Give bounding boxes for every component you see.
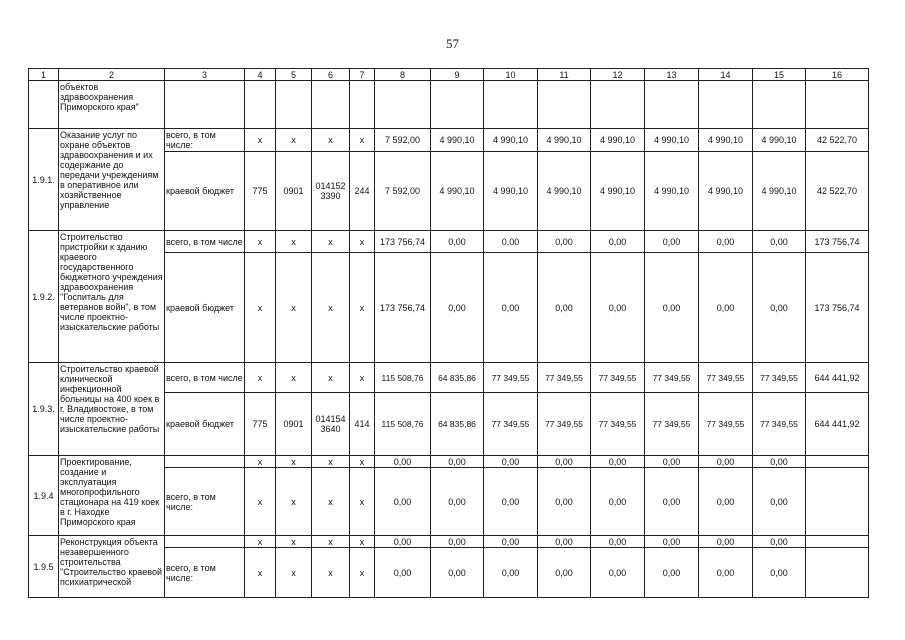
row-label <box>165 536 245 548</box>
expense-code: х <box>350 468 375 536</box>
value-cell: 0,00 <box>699 253 753 363</box>
row-label: всего, в том числе: <box>165 468 245 536</box>
item-name: Оказание услуг по охране объектов здравоохранения и их содержание до передачи учреждениям в оперативное или хозяйственное управление <box>59 129 165 231</box>
target-code: х <box>312 231 350 253</box>
target-code: х <box>312 129 350 152</box>
header-cell: 15 <box>753 69 806 81</box>
value-cell: 0,00 <box>591 253 645 363</box>
value-cell: 0,00 <box>484 548 538 598</box>
header-cell: 10 <box>484 69 538 81</box>
expense-code: х <box>350 129 375 152</box>
table-row <box>29 536 869 548</box>
target-code: х <box>312 548 350 598</box>
expense-code: х <box>350 231 375 253</box>
value-cell: 0,00 <box>431 456 484 468</box>
table-row <box>29 231 869 253</box>
header-cell: 1 <box>29 69 59 81</box>
row-label: всего, в том числе <box>165 363 245 393</box>
value-cell: 0,00 <box>753 231 806 253</box>
row-label: всего, в том числе: <box>165 548 245 598</box>
value-cell: 0,00 <box>484 456 538 468</box>
value-cell: 0,00 <box>538 548 591 598</box>
value-cell: 0,00 <box>591 536 645 548</box>
target-code: х <box>312 456 350 468</box>
table-cell <box>806 81 869 129</box>
total-cell: 42 522,70 <box>806 152 869 231</box>
value-cell: 0,00 <box>753 536 806 548</box>
header-cell: 6 <box>312 69 350 81</box>
header-cell: 5 <box>276 69 312 81</box>
value-cell: 0,00 <box>431 231 484 253</box>
item-name: Реконструкция объекта незавершенного строительства "Строительство краевой психиатрической <box>59 536 165 598</box>
value-cell: 115 508,76 <box>375 393 431 456</box>
grbs-code: х <box>245 536 276 548</box>
value-cell: 77 349,55 <box>753 363 806 393</box>
value-cell: 4 990,10 <box>431 152 484 231</box>
table-cell <box>484 81 538 129</box>
header-cell: 3 <box>165 69 245 81</box>
header-cell: 2 <box>59 69 165 81</box>
item-id: 1.9.3. <box>29 363 59 456</box>
value-cell: 77 349,55 <box>699 363 753 393</box>
value-cell: 0,00 <box>699 231 753 253</box>
value-cell: 0,00 <box>431 253 484 363</box>
section-code: х <box>276 456 312 468</box>
header-cell: 9 <box>431 69 484 81</box>
value-cell: 77 349,55 <box>591 363 645 393</box>
grbs-code: х <box>245 129 276 152</box>
value-cell: 4 990,10 <box>591 152 645 231</box>
value-cell: 0,00 <box>484 231 538 253</box>
table-row <box>29 129 869 152</box>
value-cell: 64 835,86 <box>431 363 484 393</box>
value-cell: 4 990,10 <box>431 129 484 152</box>
value-cell: 0,00 <box>538 468 591 536</box>
header-cell: 8 <box>375 69 431 81</box>
header-cell: 12 <box>591 69 645 81</box>
table-row <box>29 363 869 393</box>
table-cell <box>591 81 645 129</box>
value-cell: 0,00 <box>431 468 484 536</box>
value-cell: 4 990,10 <box>699 129 753 152</box>
expense-code: х <box>350 548 375 598</box>
total-cell <box>806 536 869 548</box>
value-cell: 0,00 <box>753 456 806 468</box>
section-code: х <box>276 253 312 363</box>
section-code: х <box>276 536 312 548</box>
total-cell: 42 522,70 <box>806 129 869 152</box>
grbs-code: х <box>245 253 276 363</box>
value-cell: 77 349,55 <box>591 393 645 456</box>
table-cell <box>431 81 484 129</box>
target-code: х <box>312 253 350 363</box>
value-cell: 0,00 <box>484 253 538 363</box>
budget-table <box>28 68 869 598</box>
value-cell: 0,00 <box>645 548 699 598</box>
value-cell: 4 990,10 <box>753 129 806 152</box>
value-cell: 0,00 <box>431 536 484 548</box>
value-cell: 0,00 <box>753 253 806 363</box>
value-cell: 0,00 <box>375 536 431 548</box>
section-code: х <box>276 129 312 152</box>
header-cell: 11 <box>538 69 591 81</box>
value-cell: 0,00 <box>645 253 699 363</box>
intro-row <box>29 81 869 129</box>
table-cell <box>29 81 59 129</box>
header-cell: 16 <box>806 69 869 81</box>
header-cell: 13 <box>645 69 699 81</box>
section-code: х <box>276 363 312 393</box>
value-cell: 0,00 <box>591 548 645 598</box>
table-cell <box>699 81 753 129</box>
total-cell <box>806 468 869 536</box>
value-cell: 0,00 <box>538 253 591 363</box>
value-cell: 4 990,10 <box>645 129 699 152</box>
value-cell: 115 508,76 <box>375 363 431 393</box>
value-cell: 77 349,55 <box>699 393 753 456</box>
value-cell: 0,00 <box>431 548 484 598</box>
row-label <box>165 456 245 468</box>
item-name: Проектирование, создание и эксплуатация многопрофильного стационара на 419 коек в г. Находке Приморского края <box>59 456 165 536</box>
value-cell: 4 990,10 <box>591 129 645 152</box>
header-row <box>29 69 869 81</box>
page-number: 57 <box>446 36 459 51</box>
value-cell: 77 349,55 <box>753 393 806 456</box>
value-cell: 0,00 <box>591 231 645 253</box>
section-code: 0901 <box>276 393 312 456</box>
target-code: х <box>312 468 350 536</box>
table-cell <box>245 81 276 129</box>
row-label: краевой бюджет <box>165 393 245 456</box>
table-cell <box>276 81 312 129</box>
value-cell: 77 349,55 <box>538 393 591 456</box>
value-cell: 173 756,74 <box>375 231 431 253</box>
value-cell: 0,00 <box>375 548 431 598</box>
table-cell <box>350 81 375 129</box>
grbs-code: х <box>245 363 276 393</box>
total-cell: 644 441,92 <box>806 363 869 393</box>
value-cell: 4 990,10 <box>538 152 591 231</box>
value-cell: 0,00 <box>753 468 806 536</box>
header-cell: 7 <box>350 69 375 81</box>
value-cell: 0,00 <box>645 456 699 468</box>
section-code: х <box>276 468 312 536</box>
total-cell <box>806 548 869 598</box>
value-cell: 0,00 <box>591 468 645 536</box>
header-cell: 14 <box>699 69 753 81</box>
value-cell: 4 990,10 <box>645 152 699 231</box>
item-name: Строительство пристройки к зданию краевого государственного бюджетного учреждения здравоохранения "Госпиталь для ветеранов войн", в том числе проектно-изыскательские работы <box>59 231 165 363</box>
value-cell: 0,00 <box>538 456 591 468</box>
value-cell: 0,00 <box>645 468 699 536</box>
table-row <box>29 456 869 468</box>
total-cell: 173 756,74 <box>806 253 869 363</box>
value-cell: 0,00 <box>538 536 591 548</box>
value-cell: 7 592,00 <box>375 129 431 152</box>
section-code: х <box>276 231 312 253</box>
target-code: х <box>312 363 350 393</box>
table-cell <box>165 81 245 129</box>
value-cell: 0,00 <box>538 231 591 253</box>
expense-code: х <box>350 536 375 548</box>
table-cell <box>538 81 591 129</box>
value-cell: 64 835,86 <box>431 393 484 456</box>
total-cell: 644 441,92 <box>806 393 869 456</box>
section-code: х <box>276 548 312 598</box>
value-cell: 173 756,74 <box>375 253 431 363</box>
grbs-code: х <box>245 548 276 598</box>
expense-code: х <box>350 253 375 363</box>
value-cell: 0,00 <box>699 456 753 468</box>
value-cell: 4 990,10 <box>484 152 538 231</box>
value-cell: 4 990,10 <box>699 152 753 231</box>
item-id: 1.9.5 <box>29 536 59 598</box>
value-cell: 0,00 <box>484 468 538 536</box>
value-cell: 0,00 <box>591 456 645 468</box>
item-name: объектов здравоохранения Приморского края" <box>59 81 165 129</box>
target-code: х <box>312 536 350 548</box>
row-label: краевой бюджет <box>165 253 245 363</box>
grbs-code: 775 <box>245 152 276 231</box>
section-code: 0901 <box>276 152 312 231</box>
value-cell: 0,00 <box>753 548 806 598</box>
item-id: 1.9.4 <box>29 456 59 536</box>
grbs-code: 775 <box>245 393 276 456</box>
grbs-code: х <box>245 468 276 536</box>
item-id: 1.9.2. <box>29 231 59 363</box>
target-code: 014154 3640 <box>312 393 350 456</box>
value-cell: 77 349,55 <box>538 363 591 393</box>
value-cell: 0,00 <box>645 536 699 548</box>
item-id: 1.9.1. <box>29 129 59 231</box>
expense-code: х <box>350 363 375 393</box>
value-cell: 77 349,55 <box>645 363 699 393</box>
total-cell <box>806 456 869 468</box>
value-cell: 0,00 <box>699 548 753 598</box>
value-cell: 77 349,55 <box>484 393 538 456</box>
target-code: 014152 3390 <box>312 152 350 231</box>
grbs-code: х <box>245 456 276 468</box>
value-cell: 0,00 <box>699 468 753 536</box>
table-cell <box>375 81 431 129</box>
row-label: всего, в том числе: <box>165 129 245 152</box>
expense-code: 244 <box>350 152 375 231</box>
table-cell <box>753 81 806 129</box>
value-cell: 77 349,55 <box>645 393 699 456</box>
value-cell: 4 990,10 <box>538 129 591 152</box>
row-label: всего, в том числе <box>165 231 245 253</box>
value-cell: 0,00 <box>484 536 538 548</box>
value-cell: 0,00 <box>645 231 699 253</box>
row-label: краевой бюджет <box>165 152 245 231</box>
grbs-code: х <box>245 231 276 253</box>
value-cell: 0,00 <box>699 536 753 548</box>
table-cell <box>645 81 699 129</box>
value-cell: 0,00 <box>375 468 431 536</box>
expense-code: 414 <box>350 393 375 456</box>
expense-code: х <box>350 456 375 468</box>
item-name: Строительство краевой клинической инфекционной больницы на 400 коек в г. Владивостоке, в том числе проектно-изыскательские работы <box>59 363 165 456</box>
table-cell <box>312 81 350 129</box>
value-cell: 0,00 <box>375 456 431 468</box>
header-cell: 4 <box>245 69 276 81</box>
value-cell: 7 592,00 <box>375 152 431 231</box>
total-cell: 173 756,74 <box>806 231 869 253</box>
value-cell: 77 349,55 <box>484 363 538 393</box>
value-cell: 4 990,10 <box>484 129 538 152</box>
value-cell: 4 990,10 <box>753 152 806 231</box>
